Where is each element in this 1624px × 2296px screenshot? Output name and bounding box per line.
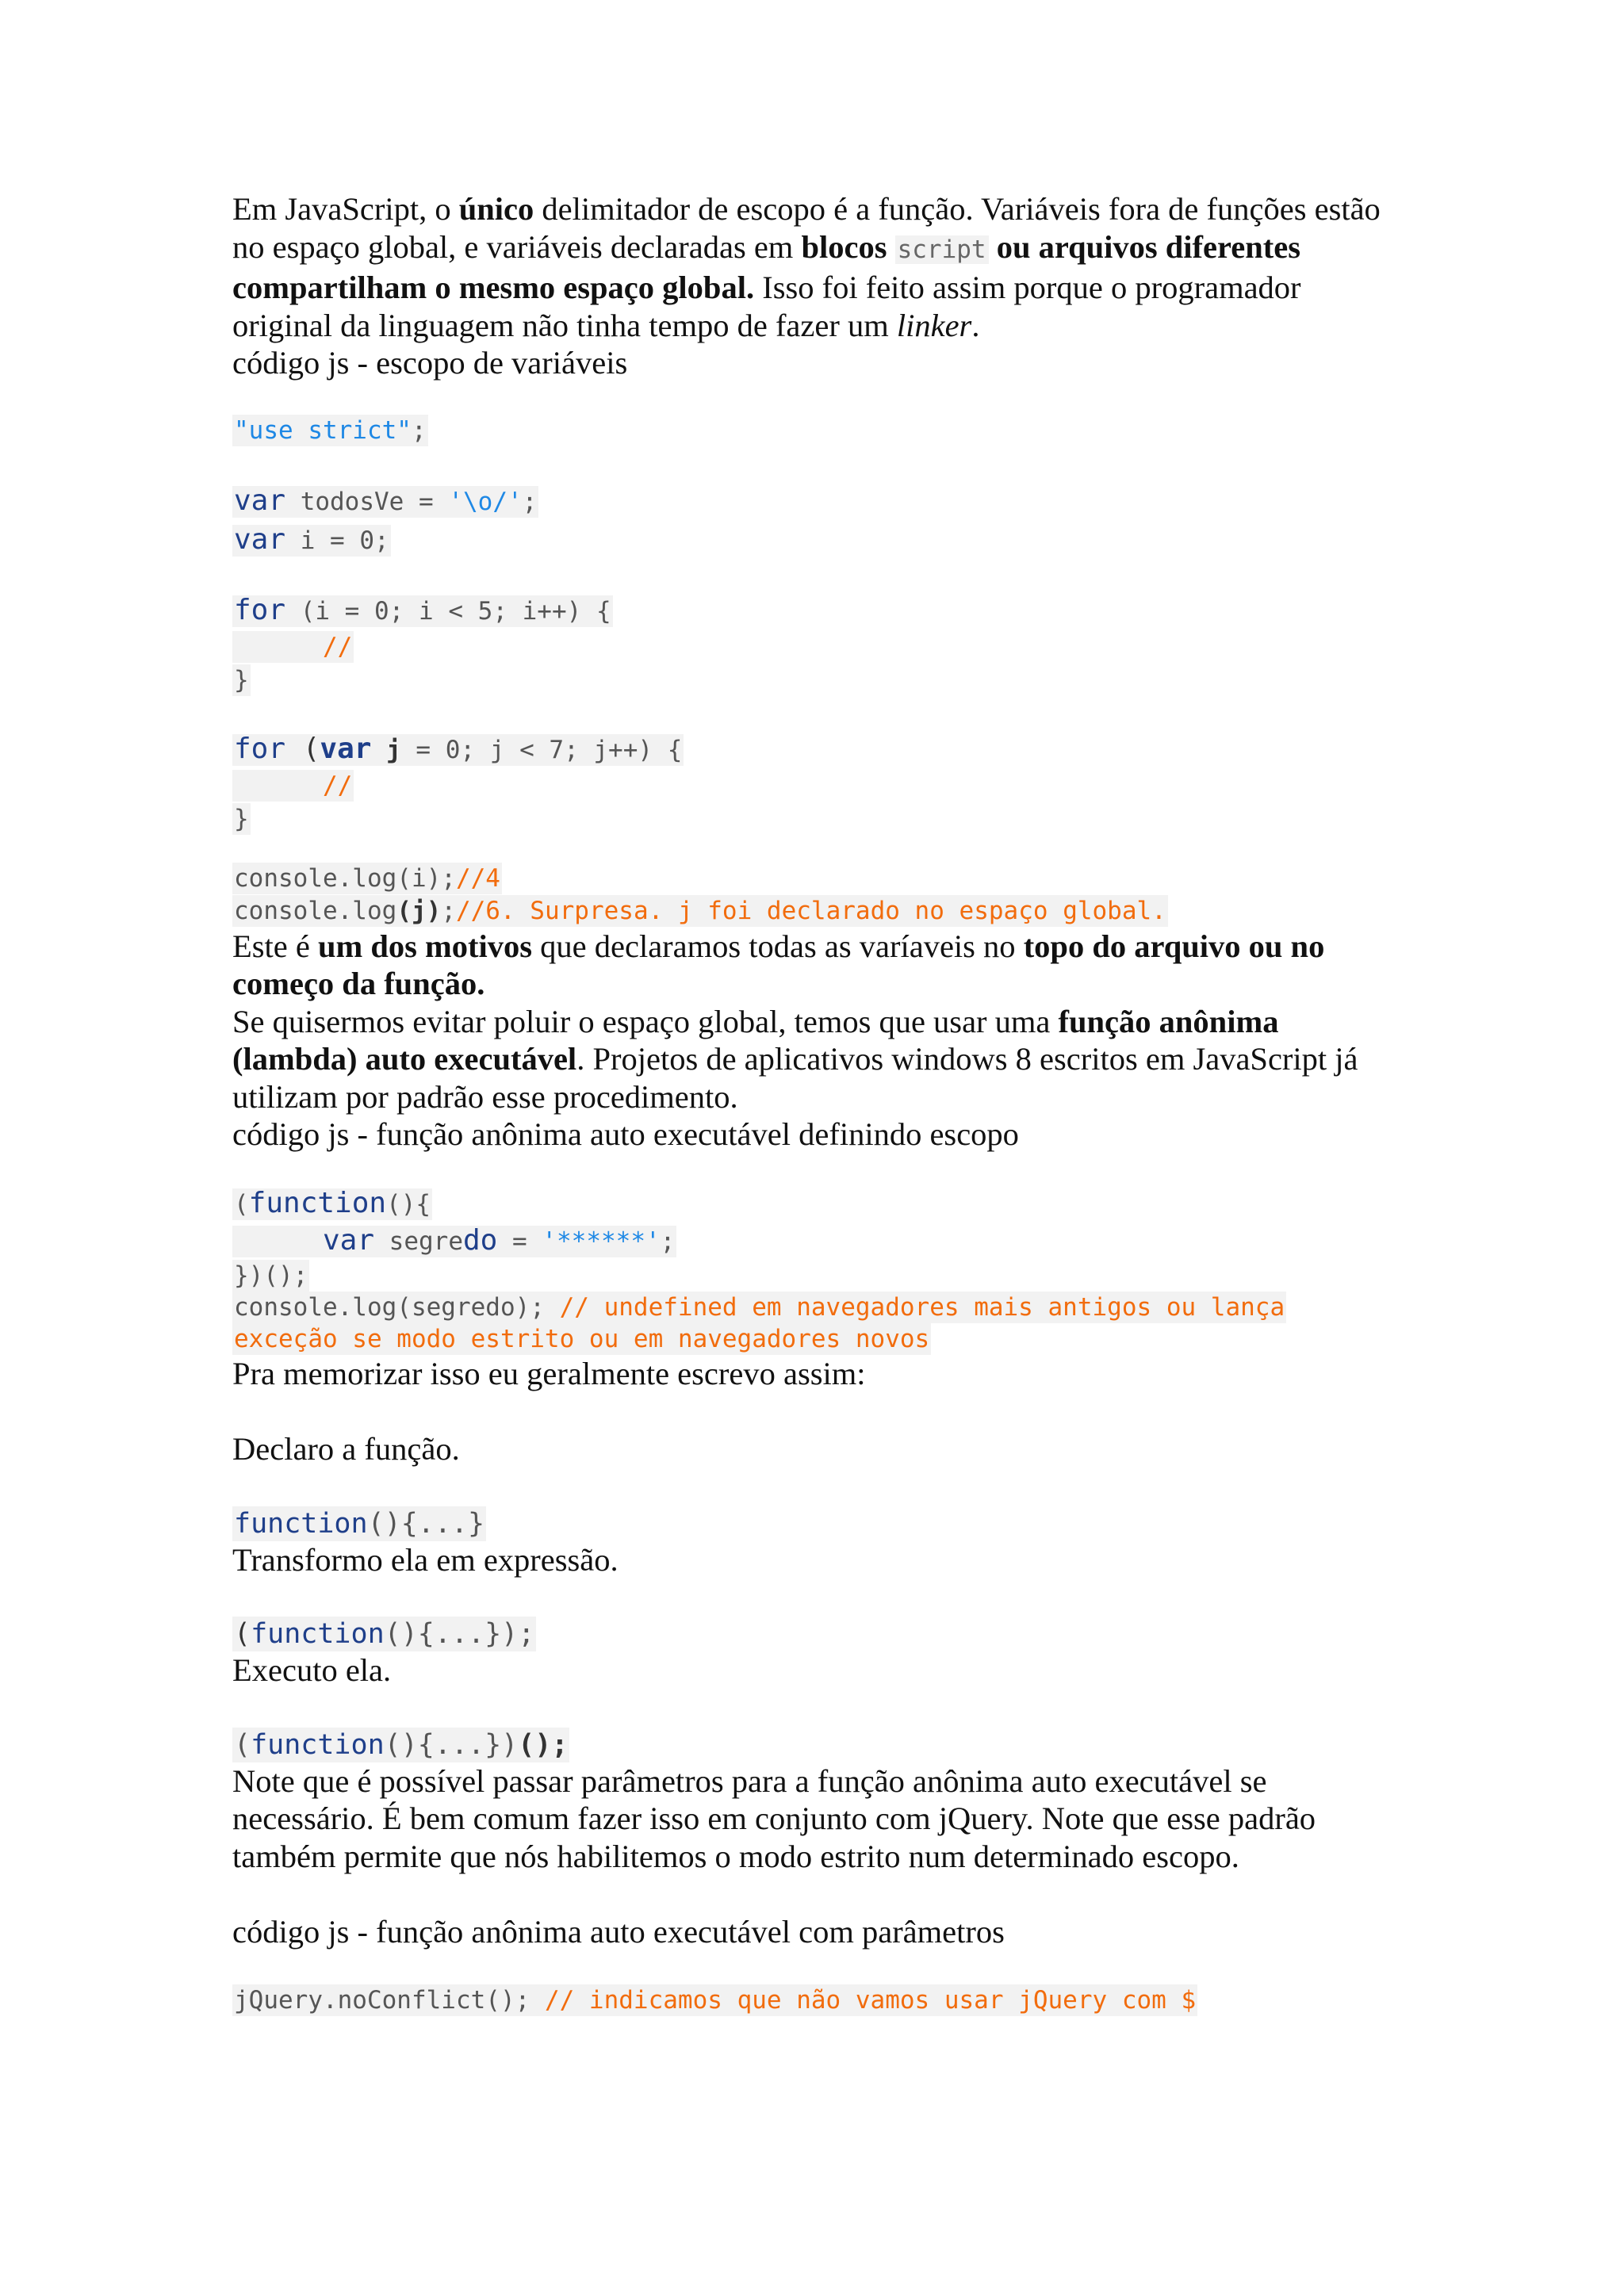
lambda-paragraph: Se quisermos evitar poluir o espaço global, temos que usar uma função anônima (lambda) auto executável. Projetos de aplicativos windows 8 escritos em JavaScript já utilizam por padrão esse procedimento.	[232, 1003, 1358, 1115]
intro-paragraph: Em JavaScript, o único delimitador de escopo é a função. Variáveis fora de funções estão no espaço global, e variáveis declaradas em blocos script ou arquivos diferentes compartilham o mesmo espaço global. Isso foi feito assim porque o programador original da linguagem não tinha tempo de fazer um linker.	[232, 191, 1381, 343]
code-snippet-expression: (function(){...});	[234, 1618, 535, 1650]
code-block-lambda: (function(){ var segredo = '******'; })(); console.log(segredo); // undefined em navegadores mais antigos ou lança exceção se modo estrito ou em navegadores novos	[234, 1186, 1285, 1353]
caption-scope: código js - escopo de variáveis	[232, 345, 628, 381]
code-block-scope: "use strict"; var todosVe = '\o/'; var i = 0; for (i = 0; i < 5; i++) { // } for (var j = 0; j < 7; j++) { // } console.log(i);//4 console.log(j);//6. Surpresa. j foi declarado no espaço global.	[234, 415, 1166, 925]
caption-params: código js - função anônima auto executável com parâmetros	[232, 1914, 1005, 1950]
document-page	[232, 190, 1390, 2018]
declare-paragraph: Declaro a função.	[232, 1431, 460, 1467]
motives-paragraph: Este é um dos motivos que declaramos todas as varíaveis no topo do arquivo ou no começo da função.	[232, 928, 1325, 1001]
caption-lambda: código js - função anônima auto executável definindo escopo	[232, 1116, 1019, 1152]
execute-paragraph: Executo ela.	[232, 1652, 392, 1688]
code-snippet-declare: function(){...}	[234, 1507, 485, 1540]
inline-code-script: script	[895, 235, 989, 264]
memorize-paragraph: Pra memorizar isso eu geralmente escrevo assim:	[232, 1355, 866, 1391]
code-block-jquery: jQuery.noConflict(); // indicamos que não vamos usar jQuery com $	[234, 1985, 1197, 2015]
transform-paragraph: Transformo ela em expressão.	[232, 1541, 619, 1578]
code-snippet-execute: (function(){...})();	[234, 1728, 569, 1761]
parameters-paragraph: Note que é possível passar parâmetros para a função anônima auto executável se necessário. É bem comum fazer isso em conjunto com jQuery. Note que esse padrão também permite que nós habilitemos o modo estrito num determinado escopo.	[232, 1762, 1316, 1874]
